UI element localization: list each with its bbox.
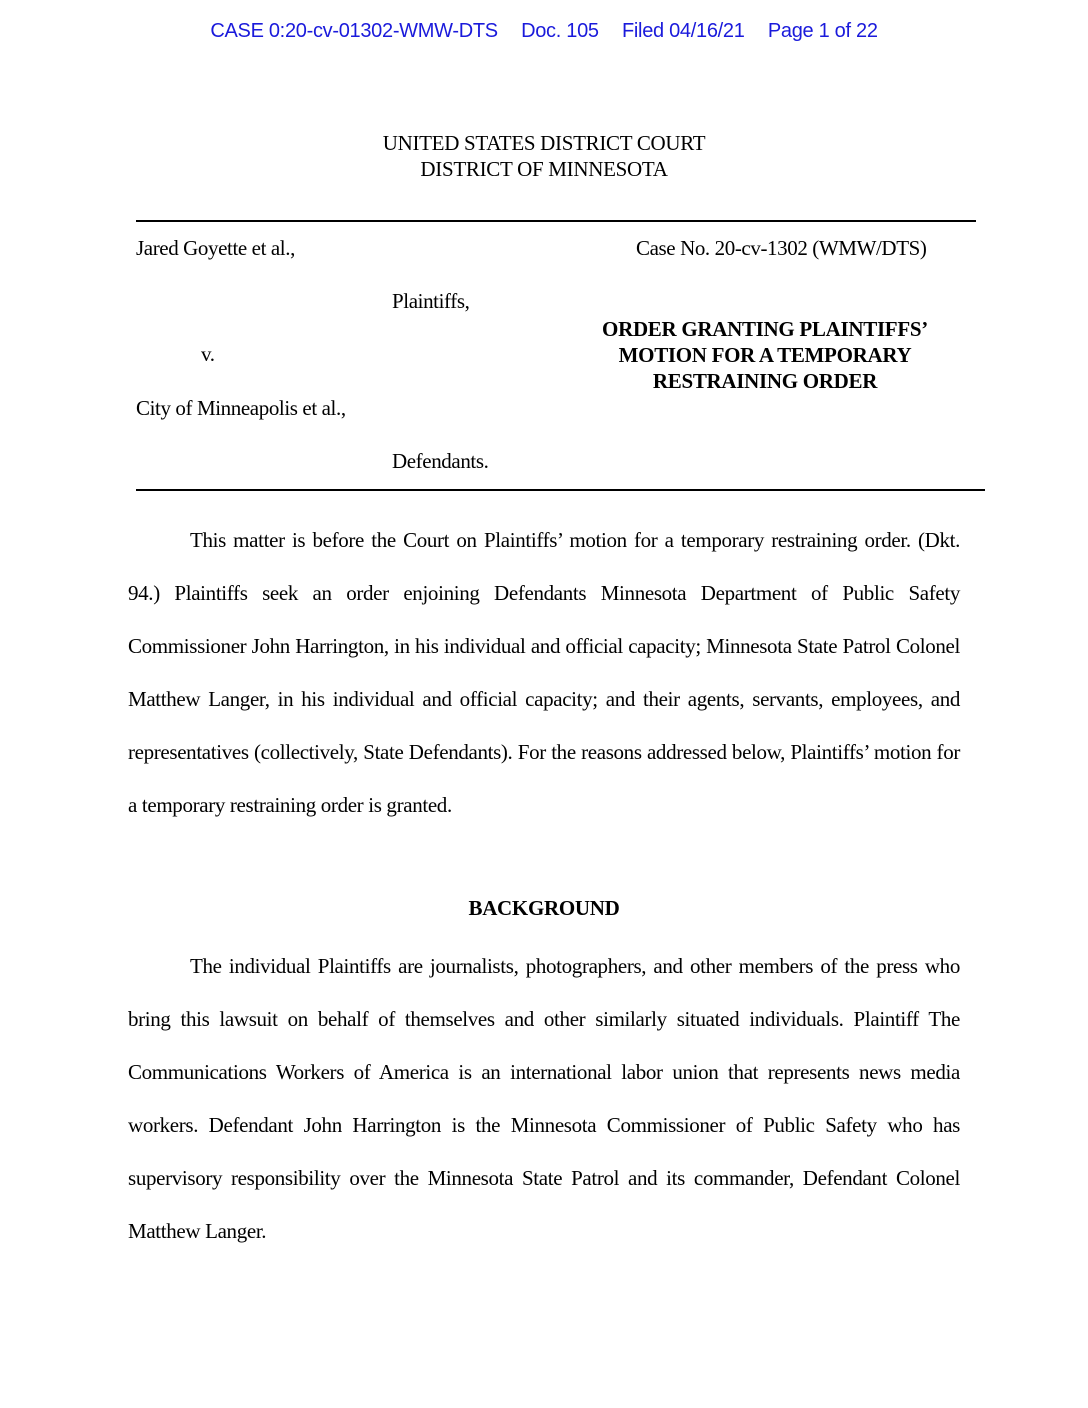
order-title-line: MOTION FOR A TEMPORARY [618,343,912,367]
defendant-name: City of Minneapolis et al., [136,396,346,420]
intro-paragraph [128,514,960,832]
caption-bottom-rule [136,489,985,491]
case-number-stamp: CASE 0:20-cv-01302-WMW-DTS [210,20,498,42]
court-name: UNITED STATES DISTRICT COURT [382,131,706,155]
filed-date-stamp: Filed 04/16/21 [622,20,745,42]
ecf-header-stamp [0,20,1088,43]
order-title-line: ORDER GRANTING PLAINTIFFS’ [602,317,928,341]
order-title [570,316,960,394]
paragraph-text: The individual Plaintiffs are journalists, photographers, and other members of the press who bring this lawsuit on behalf of themselves and other similarly situated individuals. Plaintiff The Communications Workers of America is an international labor union that represents news media workers. Defendant John Harrington is the Minnesota Commissioner of Public Safety who has supervisory responsibility over the Minnesota State Patrol and its commander, Defendant Colonel Matthew Langer. [128,954,960,1243]
defendant-label: Defendants. [392,449,489,473]
section-heading-background: BACKGROUND [468,896,620,920]
plaintiff-label: Plaintiffs, [392,289,470,313]
court-district: DISTRICT OF MINNESOTA [420,157,668,181]
paragraph-text: This matter is before the Court on Plaintiffs’ motion for a temporary restraining order. (Dkt. 94.) Plaintiffs seek an order enjoining Defendants Minnesota Department of Public Safety Commissioner John Harrington, in his individual and official capacity; Minnesota State Patrol Colonel Matthew Langer, in his individual and official capacity; and their agents, servants, employees, and representatives (collectively, State Defendants). For the reasons addressed below, Plaintiffs’ motion for a temporary restraining order is granted. [128,528,960,817]
plaintiff-name: Jared Goyette et al., [136,236,295,260]
order-title-line: RESTRAINING ORDER [652,369,878,393]
versus: v. [201,342,215,366]
caption-top-rule [136,220,976,222]
case-number: Case No. 20-cv-1302 (WMW/DTS) [636,236,927,260]
background-paragraph [128,940,960,1258]
court-heading [0,130,1088,182]
page-count-stamp: Page 1 of 22 [767,20,878,42]
document-number-stamp: Doc. 105 [521,20,599,42]
